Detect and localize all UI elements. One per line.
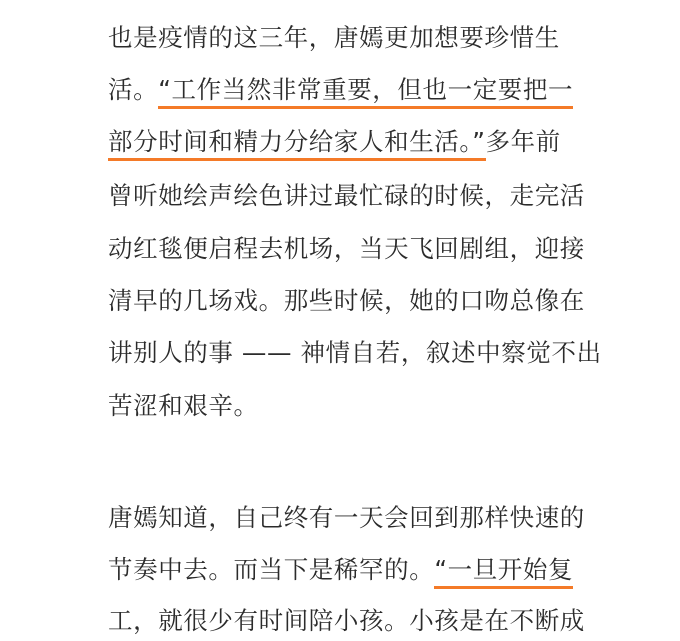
paragraph-1-line-1: 也是疫情的这三年，唐嫣更加想要珍惜生 (108, 23, 560, 52)
text-span: 活。 (108, 75, 159, 104)
paragraph-2-line-3: 工，就很少有时间陪小孩。小孩是在不断成 (108, 606, 585, 635)
paragraph-1-line-3 (108, 122, 561, 162)
paragraph-1-line-6: 清早的几场戏。那些时候，她的口吻总像在 (108, 286, 585, 315)
text-span: 多年前 (485, 127, 561, 156)
paragraph-2-line-2 (108, 550, 573, 590)
paragraph-1-line-4: 曾听她绘声绘色讲过最忙碌的时候，走完活 (108, 181, 585, 210)
text-span: 节奏中去。而当下是稀罕的。 (108, 555, 435, 584)
highlighted-quote: 部分时间和精力分给家人和生活。” (108, 127, 486, 161)
paragraph-1-line-2 (108, 70, 573, 110)
paragraph-2-line-1: 唐嫣知道，自己终有一天会回到那样快速的 (108, 503, 585, 532)
highlighted-quote: “一旦开始复 (434, 555, 573, 589)
paragraph-1-line-5: 动红毯便启程去机场，当天飞回剧组，迎接 (108, 234, 585, 263)
highlighted-quote: “工作当然非常重要，但也一定要把一 (158, 75, 573, 109)
paragraph-1-line-7: 讲别人的事 —— 神情自若，叙述中察觉不出 (108, 338, 602, 367)
paragraph-1-line-8: 苦涩和艰辛。 (108, 391, 259, 420)
